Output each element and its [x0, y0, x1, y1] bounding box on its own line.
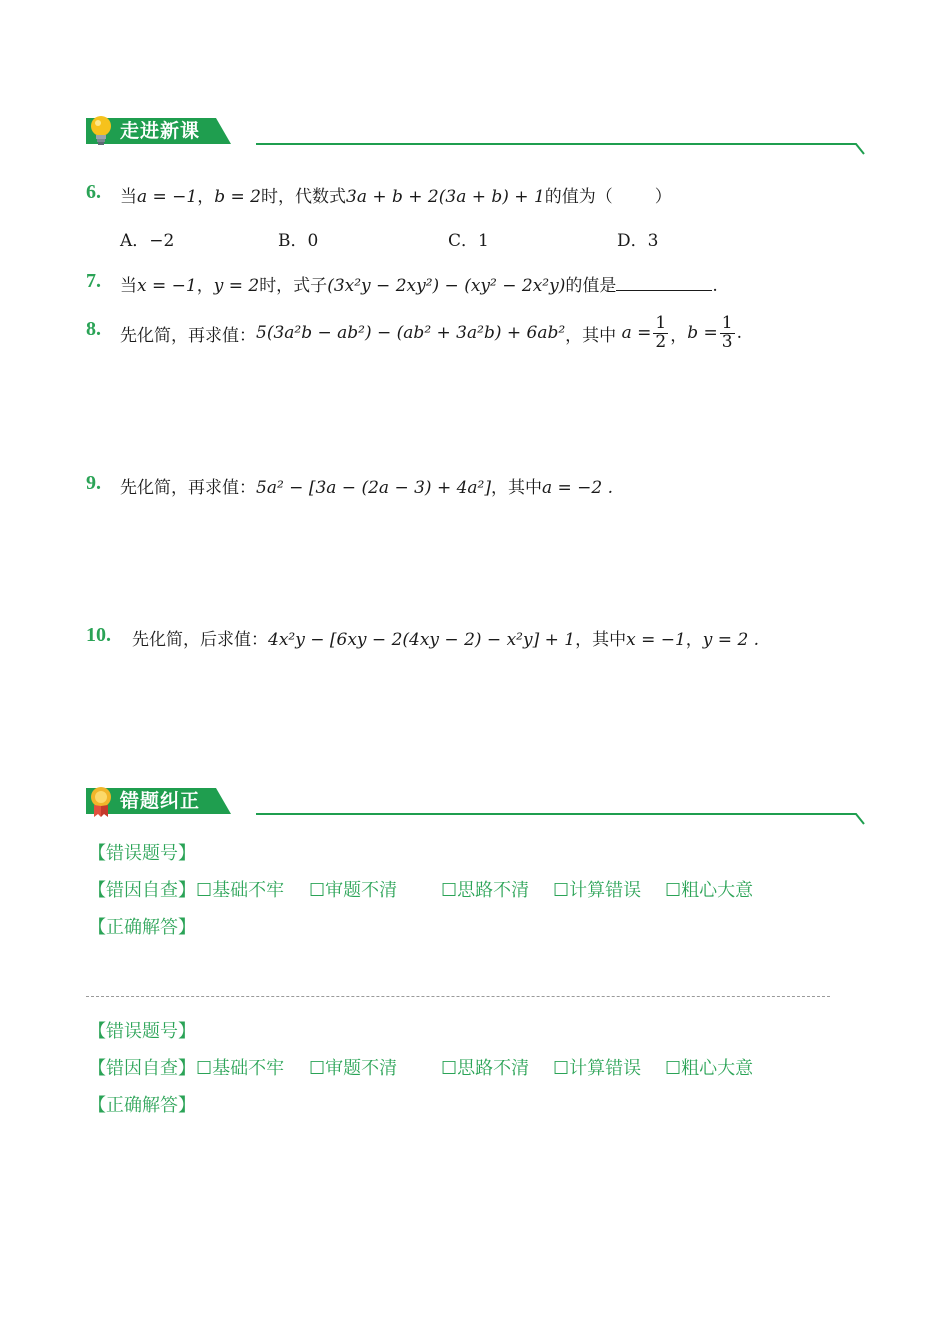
- q6-close: ）: [654, 187, 672, 207]
- option-d: D．3: [617, 231, 659, 251]
- correct-answer-label: 【正确解答】: [88, 917, 196, 938]
- q8-end: .: [736, 323, 742, 343]
- q9-expression: 5a² − [3a − (2a − 3) + 4a²]: [256, 478, 491, 498]
- q7-y-condition: y = 2: [213, 276, 260, 296]
- q10-sep: ，: [685, 630, 703, 650]
- checkbox-careless[interactable]: ☐粗心大意: [665, 880, 754, 901]
- section-banner-shape: [86, 114, 866, 160]
- q7-post: 的值是: [565, 276, 617, 296]
- wrong-question-number-label: 【错误题号】: [88, 1021, 196, 1042]
- q10-pre: 先化简，后求值：: [132, 630, 268, 650]
- option-b: B．0: [278, 231, 319, 251]
- correct-answer-label: 【正确解答】: [88, 1095, 196, 1116]
- q6-b-condition: b = 2: [214, 187, 261, 207]
- fraction-b: $\frac{1}{3}$: [721, 312, 733, 352]
- checkbox-weak-foundation[interactable]: ☐基础不牢: [196, 1058, 285, 1079]
- q9-mid: ，其中: [491, 478, 542, 498]
- question-6-text: [120, 182, 672, 207]
- fraction-a: $\frac{1}{2}$: [655, 312, 667, 352]
- error-cause-row: [88, 876, 753, 902]
- section-title: 错题纠正: [120, 790, 201, 812]
- q6-a-condition: a = −1: [137, 187, 198, 207]
- question-number: 6.: [86, 181, 101, 203]
- option-a: A．−2: [120, 231, 175, 251]
- checkbox-unclear-approach[interactable]: ☐思路不清: [441, 880, 530, 901]
- dashed-divider: [86, 996, 830, 997]
- q6-sep: ，: [197, 187, 215, 207]
- q10-y-condition: y = 2 .: [702, 630, 760, 650]
- q7-end: .: [712, 276, 718, 296]
- q8-mid: ，其中: [565, 325, 617, 346]
- question-10-text: [132, 625, 759, 650]
- q7-expression: (3x²y − 2xy²) − (xy² − 2x²y): [327, 276, 566, 296]
- error-cause-label: 【错因自查】: [88, 880, 196, 901]
- checkbox-misread-question[interactable]: ☐审题不清: [309, 880, 398, 901]
- q9-condition: a = −2 .: [542, 478, 614, 498]
- q8-pre: 先化简，再求值：: [120, 325, 256, 346]
- error-cause-row: [88, 1054, 753, 1080]
- section-banner-shape: [86, 784, 866, 830]
- section-header-new-lesson: [86, 114, 866, 148]
- error-cause-label: 【错因自查】: [88, 1058, 196, 1079]
- award-medal-icon: [88, 786, 114, 820]
- q7-sep: ，: [196, 276, 214, 296]
- checkbox-unclear-approach[interactable]: ☐思路不清: [441, 1058, 530, 1079]
- q7-x-condition: x = −1: [137, 276, 197, 296]
- checkbox-weak-foundation[interactable]: ☐基础不牢: [196, 880, 285, 901]
- q8-expression: 5(3a²b − ab²) − (ab² + 3a²b) + 6ab²: [256, 323, 566, 343]
- q6-post: 的值为（: [544, 187, 613, 207]
- section-title: 走进新课: [120, 120, 201, 142]
- lightbulb-icon: [88, 114, 114, 148]
- q7-mid: 时，式子: [259, 276, 328, 296]
- q7-pre: 当: [120, 276, 137, 296]
- checkbox-misread-question[interactable]: ☐审题不清: [309, 1058, 398, 1079]
- q6-expression: 3a + b + 2(3a + b) + 1: [346, 187, 545, 207]
- section-header-error-correction: [86, 784, 866, 818]
- question-number: 9.: [86, 472, 101, 494]
- q6-pre: 当: [120, 187, 137, 207]
- q10-expression: 4x²y − [6xy − 2(4xy − 2) − x²y] + 1: [268, 630, 576, 650]
- q8-sep: ，: [670, 325, 688, 346]
- checkbox-calculation-error[interactable]: ☐计算错误: [553, 880, 642, 901]
- question-number: 7.: [86, 270, 101, 292]
- question-8-text: [120, 308, 742, 358]
- q8-b-var: b =: [687, 323, 718, 343]
- answer-blank[interactable]: [616, 275, 712, 291]
- question-number: 10.: [86, 624, 111, 646]
- checkbox-calculation-error[interactable]: ☐计算错误: [553, 1058, 642, 1079]
- checkbox-careless[interactable]: ☐粗心大意: [665, 1058, 754, 1079]
- q10-mid: ，其中: [575, 630, 627, 650]
- wrong-question-number-label: 【错误题号】: [88, 843, 196, 864]
- question-7-text: [120, 271, 718, 296]
- question-number: 8.: [86, 318, 101, 340]
- option-c: C．1: [448, 231, 489, 251]
- question-9-text: [120, 473, 613, 498]
- q8-a-var: a =: [621, 323, 652, 343]
- q9-pre: 先化简，再求值：: [120, 478, 256, 498]
- q6-mid: 时，代数式: [261, 187, 346, 207]
- q10-x-condition: x = −1: [626, 630, 686, 650]
